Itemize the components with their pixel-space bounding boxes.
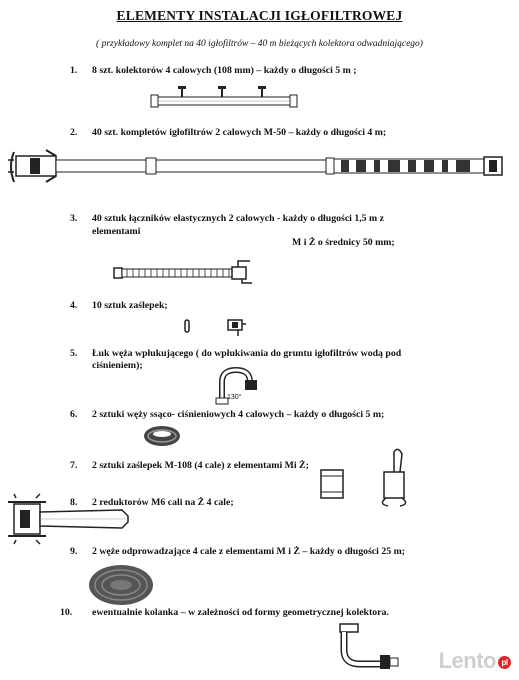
reducer-icon (6, 494, 134, 544)
item-text: 2 reduktorów M6 cali na Ż 4 cale; (92, 497, 234, 508)
elbow-icon (334, 622, 404, 670)
item-number: 4. (70, 300, 78, 311)
item-number: 10. (60, 607, 73, 618)
item-text: 40 szt. kompletów igłofiltrów 2 calowych M-50 – każdy o długości 4 m; (92, 127, 387, 138)
item-number: 8. (70, 497, 78, 508)
item-number: 6. (70, 409, 78, 420)
cap-m108-icon (318, 446, 418, 508)
item-number: 7. (70, 460, 78, 471)
list-item-3 (70, 213, 384, 225)
angle-label: 130° (227, 394, 242, 401)
item-text: 8 szt. kolektorów 4 calowych (108 mm) – każdy o długości 5 m ; (92, 65, 357, 76)
watermark-badge: pl (498, 656, 511, 669)
item-text-line2: ciśnieniem); (92, 360, 143, 371)
item-number: 9. (70, 546, 78, 557)
document-subtitle: ( przykładowy komplet na 40 igłofiltrów – 40 m bieżących kolektora odwadniającego) (96, 39, 423, 49)
item-text-line2: elementami (92, 226, 141, 237)
list-item-9 (70, 546, 405, 558)
list-item-1 (70, 65, 357, 77)
list-item-4 (70, 300, 168, 312)
item-text: ewentualnie kolanka – w zależności od formy geometrycznej kolektora. (92, 607, 389, 618)
item-text-line3: M i Ż o średnicy 50 mm; (292, 237, 395, 248)
item-text: 10 sztuk zaślepek; (92, 300, 168, 311)
list-item-2 (70, 127, 386, 139)
end-cap-icon (182, 316, 252, 338)
lento-watermark (439, 648, 511, 674)
item-number: 1. (70, 65, 78, 76)
document-title: ELEMENTY INSTALACJI IGŁOFILTROWEJ (116, 8, 403, 23)
collector-pipe-icon (150, 86, 300, 116)
item-text: Łuk węża wpłukującego ( do wpłukiwania do gruntu igłofiltrów wodą pod (92, 348, 402, 359)
flushing-bend-icon (212, 366, 272, 406)
watermark-text: Lento (438, 648, 496, 673)
item-text: 2 sztuki węży ssąco- ciśnieniowych 4 calowych – każdy o długości 5 m; (92, 409, 385, 420)
item-number: 2. (70, 127, 78, 138)
list-item-7 (70, 460, 309, 472)
item-number: 3. (70, 213, 78, 224)
discharge-hose-coil-icon (86, 561, 156, 607)
list-item-10 (60, 607, 389, 619)
wellpoint-filter-icon (6, 146, 511, 190)
hose-coil-icon (142, 423, 182, 449)
item-text: 2 węże odprowadzające 4 cale z elementami M i Ż – każdy o długości 25 m; (92, 546, 405, 557)
list-item-6 (70, 409, 384, 421)
list-item-5 (70, 348, 401, 360)
item-text: 40 sztuk łączników elastycznych 2 calowych - każdy o długości 1,5 m z (92, 213, 384, 224)
flexible-hose-icon (112, 259, 262, 285)
item-text: 2 sztuki zaślepek M-108 (4 cale) z elementami Mi Ż; (92, 460, 309, 471)
item-number: 5. (70, 348, 78, 359)
